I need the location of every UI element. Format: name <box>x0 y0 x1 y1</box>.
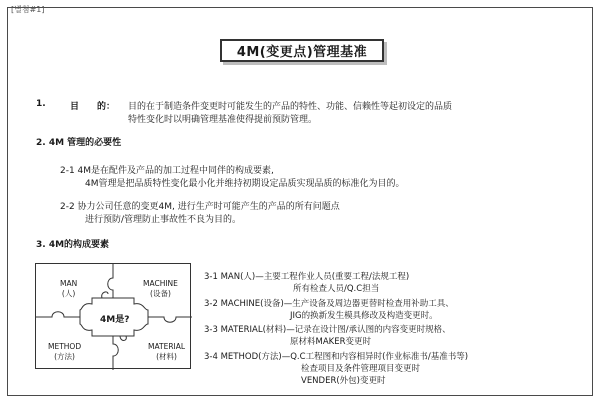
material-label-cn: (材料) <box>156 352 177 361</box>
section3-item4-line-3: VENDER(外包)变更时 <box>301 376 386 386</box>
document-title: 4M(变更点)管理基准 <box>220 39 384 62</box>
section2-item1-line-1: 2-1 4M是在配件及产品的加工过程中同伴的构成要素, <box>60 166 274 176</box>
man-label-en: MAN <box>60 279 78 288</box>
section3-item4-line-1: 3-4 METHOD(方法)—Q.C工程图和内容相异时(作业标准书/基准书等) <box>204 352 469 362</box>
section3-item1-line-2: 所有检查人员/Q.C担当 <box>293 284 380 294</box>
section1-heading: 目 的： <box>70 102 116 112</box>
diagram-material-label <box>148 342 185 362</box>
material-label-en: MATERIAL <box>148 342 186 351</box>
section1-line-1: 目的在于制造条件变更时可能发生的产品的特性、功能、信赖性等起初设定的品质 <box>128 102 453 112</box>
section3-item4-line-2: 检查项目及条件管理项目变更时 <box>301 364 421 374</box>
section1-number: 1. <box>36 99 46 109</box>
machine-label-en: MACHINE <box>143 279 178 288</box>
section3-item3-line-2: 原材料MAKER变更时 <box>290 337 371 347</box>
section3-heading: 3. 4M的构成要素 <box>36 240 110 250</box>
section2-item1-line-2: 4M管理是把品质特性变化最小化并维持初期设定品质实现品质的标准化为目的。 <box>85 179 405 189</box>
section3-item1-line-1: 3-1 MAN(人)—主要工程作业人员(重要工程/法规工程) <box>204 272 410 282</box>
4m-puzzle-diagram <box>35 263 191 369</box>
method-label-cn: (方法) <box>54 352 75 361</box>
diagram-method-label <box>48 342 81 362</box>
document-page <box>7 7 593 396</box>
section2-item2-line-2: 进行预防/管理防止事故性不良为目的。 <box>85 215 242 225</box>
method-label-en: METHOD <box>48 342 82 351</box>
section3-item2-line-2: JIG的换新发生模具修改及构造变更时。 <box>290 311 438 321</box>
machine-label-cn: (设备) <box>150 289 171 298</box>
diagram-man-label <box>60 279 77 299</box>
section3-item2-line-1: 3-2 MACHINE(设备)—生产设备及周边器更替时检查用补助工具、 <box>204 299 454 309</box>
section2-item2-line-1: 2-2 协力公司任意的变更4M, 进行生产时可能产生的产品的所有问题点 <box>60 202 340 212</box>
diagram-center-label: 4M是? <box>100 315 130 325</box>
section2-heading: 2. 4M 管理的必要性 <box>36 138 122 148</box>
section3-item3-line-1: 3-3 MATERIAL(材料)—记录在设计图/承认图的内容变更时规格、 <box>204 325 451 335</box>
section1-line-2: 特性变化时以明确管理基准使得提前预防管理。 <box>128 115 318 125</box>
man-label-cn: (人) <box>61 289 76 298</box>
attachment-tag: [별첨#1] <box>11 5 45 14</box>
diagram-machine-label <box>143 279 178 299</box>
